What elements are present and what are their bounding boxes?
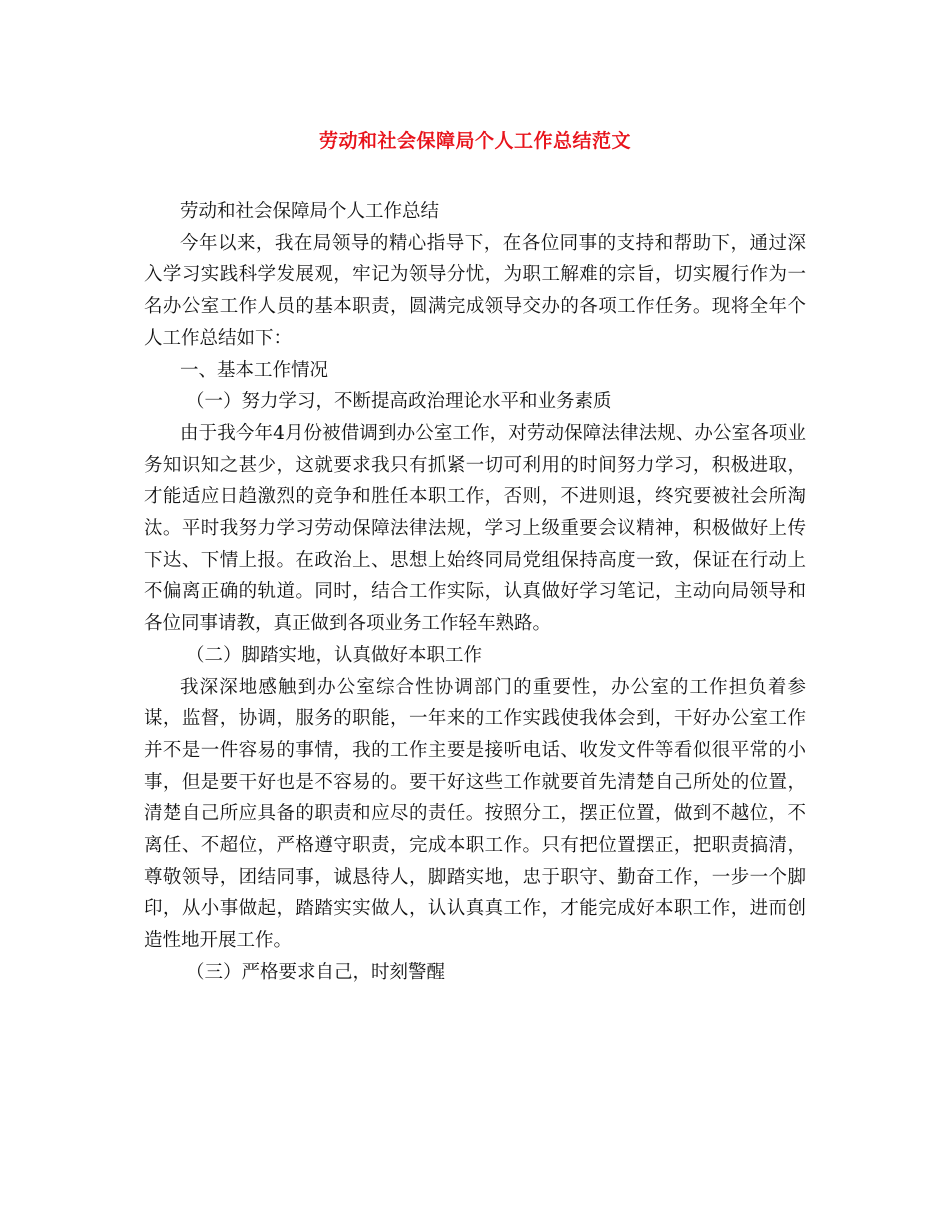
document-title: 劳动和社会保障局个人工作总结范文 (318, 130, 631, 152)
section-heading-1: 一、基本工作情况 (180, 359, 329, 381)
intro-paragraph: 今年以来，我在局领导的精心指导下，在各位同事的支持和帮助下，通过深入学习实践科学发展观，牢记为领导分忧，为职工解难的宗旨，切实履行作为一名办公室工作人员的基本职责，圆满完成领导交办的各项工作任务。现将全年个人工作总结如下： (144, 232, 806, 349)
subtitle-paragraph: 劳动和社会保障局个人工作总结 (180, 201, 440, 222)
document-body (144, 196, 806, 989)
subsection-heading-2: （二）脚踏实地，认真做好本职工作 (186, 644, 483, 666)
study-paragraph: 由于我今年4月份被借调到办公室工作，对劳动保障法律法规、办公室各项业务知识知之甚少，这就要求我只有抓紧一切可利用的时间努力学习，积极进取，才能适应日趋激烈的竞争和胜任本职工作，否则，不进则退，终究要被社会所淘汰。平时我努力学习劳动保障法律法规，学习上级重要会议精神，积极做好上传下达、下情上报。在政治上、思想上始终同局党组保持高度一致，保证在行动上不偏离正确的轨道。同时，结合工作实际，认真做好学习笔记，主动向局领导和各位同事请教，真正做到各项业务工作轻车熟路。 (144, 422, 806, 635)
subsection-heading-3: （三）严格要求自己，时刻警醒 (186, 961, 446, 983)
duty-paragraph: 我深深地感触到办公室综合性协调部门的重要性，办公室的工作担负着参谋，监督，协调，服务的职能，一年来的工作实践使我体会到，干好办公室工作并不是一件容易的事情，我的工作主要是接听电话、收发文件等看似很平常的小事，但是要干好也是不容易的。要干好这些工作就要首先清楚自己所处的位置，清楚自己所应具备的职责和应尽的责任。按照分工，摆正位置，做到不越位，不离任、不超位，严格遵守职责，完成本职工作。只有把位置摆正，把职责搞清，尊敬领导，团结同事，诚恳待人，脚踏实地，忠于职守、勤奋工作，一步一个脚印，从小事做起，踏踏实实做人，认认真真工作，才能完成好本职工作，进而创造性地开展工作。 (144, 676, 806, 952)
subsection-heading-1: （一）努力学习，不断提高政治理论水平和业务素质 (186, 391, 612, 413)
